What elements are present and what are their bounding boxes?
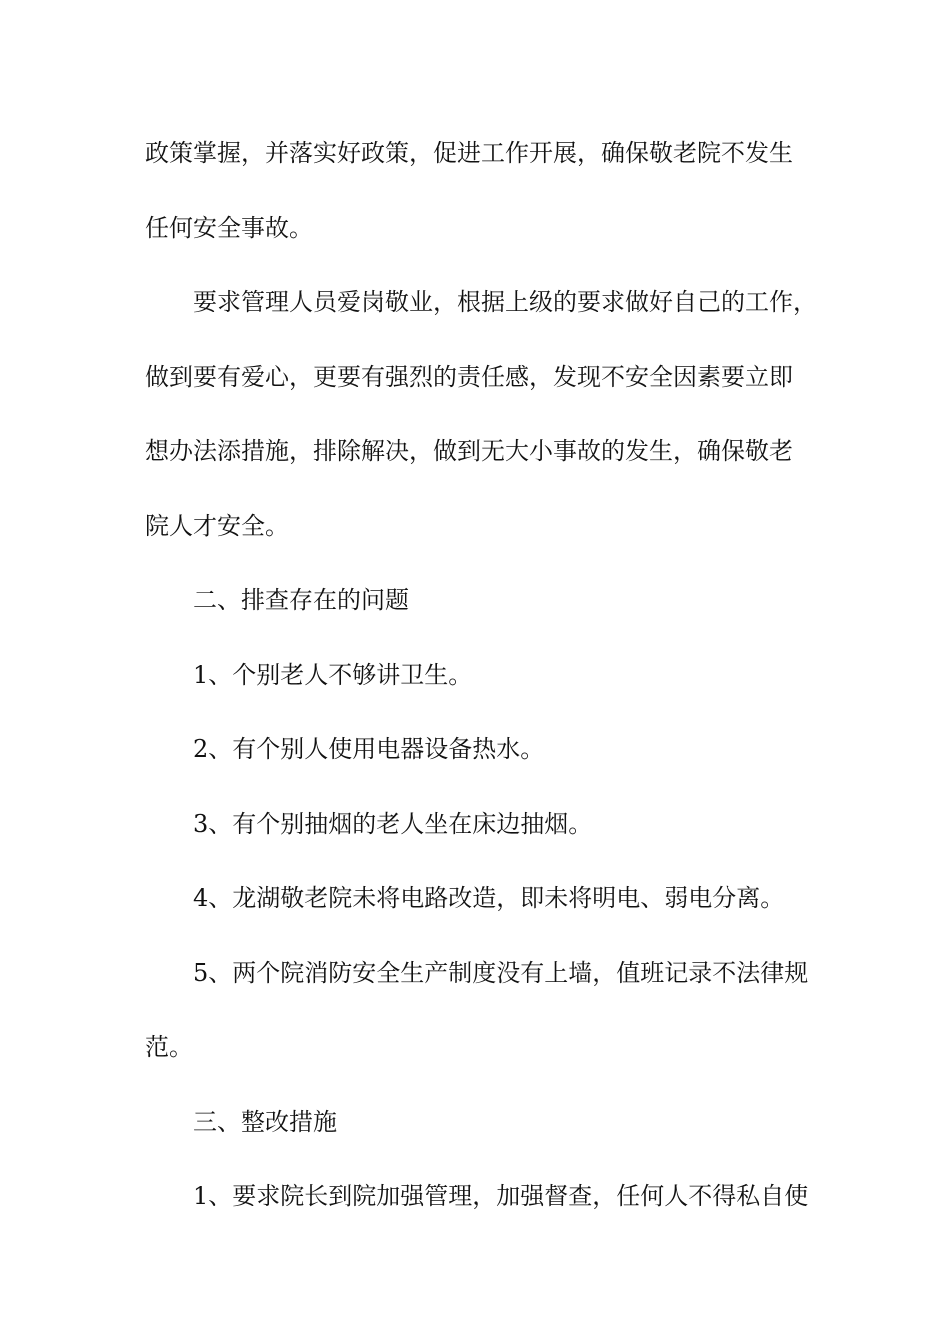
text-line-3: 要求管理人员爱岗敬业，根据上级的要求做好自己的工作， (193, 288, 817, 316)
list-item-5-continued: 范。 (145, 1033, 193, 1061)
text-line-6: 院人才安全。 (145, 512, 289, 540)
list-item-2: 2、有个别人使用电器设备热水。 (193, 735, 545, 763)
section-heading-2: 二、排查存在的问题 (193, 586, 409, 614)
list-item-1: 1、个别老人不够讲卫生。 (193, 661, 473, 689)
list-item-5: 5、两个院消防安全生产制度没有上墙，值班记录不法律规 (193, 959, 809, 987)
text-line-1: 政策掌握，并落实好政策，促进工作开展，确保敬老院不发生 (145, 139, 793, 167)
list-item-4: 4、龙湖敬老院未将电路改造，即未将明电、弱电分离。 (193, 884, 785, 912)
text-line-2: 任何安全事故。 (145, 214, 313, 242)
text-line-4: 做到要有爱心，更要有强烈的责任感，发现不安全因素要立即 (145, 363, 793, 391)
measure-item-1: 1、要求院长到院加强管理，加强督查，任何人不得私自使 (193, 1182, 809, 1210)
list-item-3: 3、有个别抽烟的老人坐在床边抽烟。 (193, 810, 593, 838)
text-line-5: 想办法添措施，排除解决，做到无大小事故的发生，确保敬老 (145, 437, 793, 465)
section-heading-3: 三、整改措施 (193, 1108, 337, 1136)
